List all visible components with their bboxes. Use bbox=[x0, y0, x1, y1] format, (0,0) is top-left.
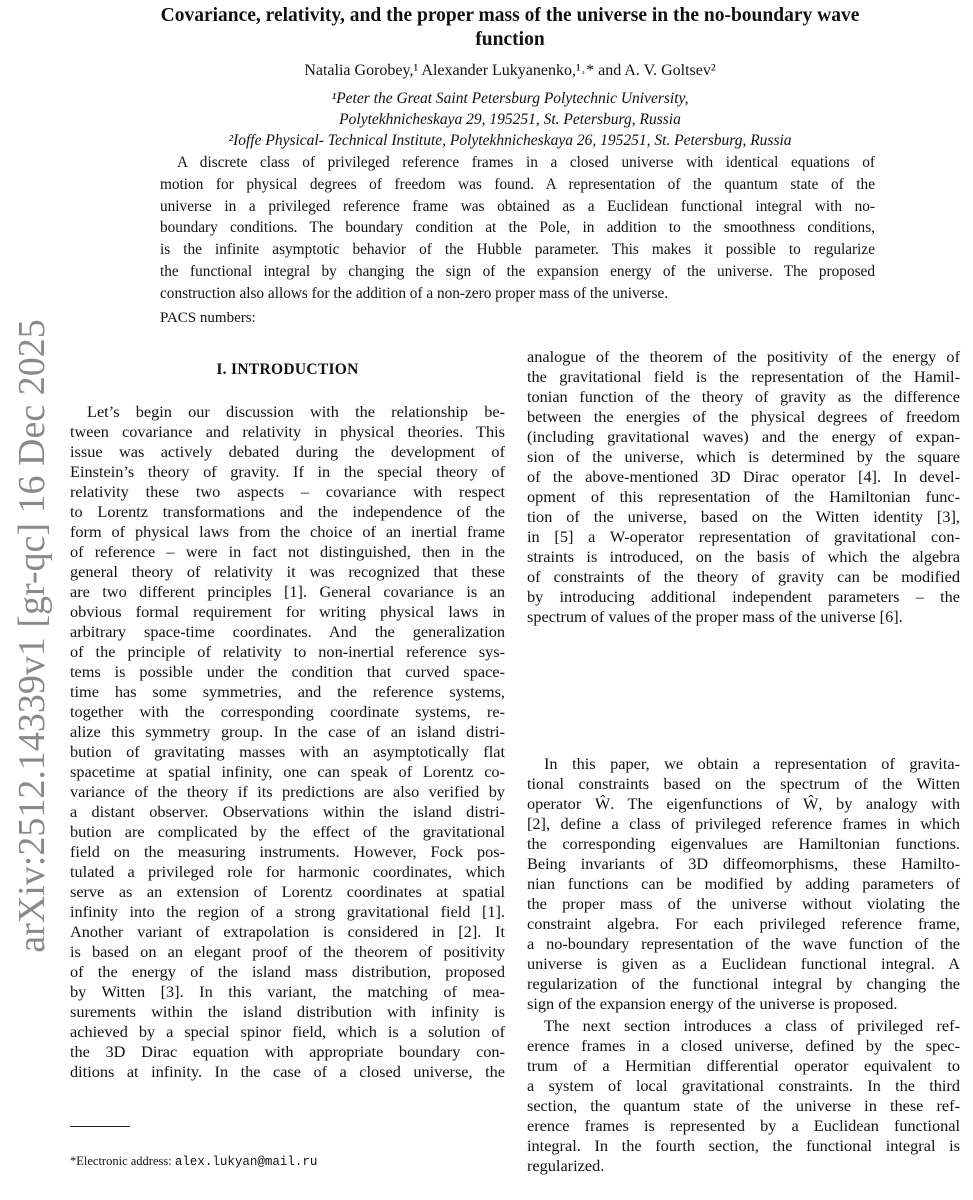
text-line: serve as an extension of Lorentz coordinates at spatial bbox=[70, 882, 505, 901]
affiliation-1-address: Polytekhnicheskaya 29, 195251, St. Petersburg, Russia bbox=[339, 111, 681, 128]
text-line: obvious formal requirement for writing physical laws in bbox=[70, 602, 505, 621]
right-column-paragraph-1 bbox=[527, 347, 960, 627]
text-line: achieved by a special spinor field, which is a solution of bbox=[70, 1022, 505, 1041]
text-line: universe in a privileged reference frame was obtained as a Euclidean functional integral with no- bbox=[160, 197, 875, 215]
arxiv-stamp: arXiv:2512.14339v1 [gr-qc] 16 Dec 2025 bbox=[11, 319, 53, 953]
pacs-numbers: PACS numbers: bbox=[160, 310, 256, 326]
text-line: constraint algebra. For each privileged reference frame, bbox=[527, 914, 960, 933]
text-line: time has some symmetries, and the reference systems, bbox=[70, 682, 505, 701]
text-line: a system of local gravitational constraints. In the third bbox=[527, 1076, 960, 1095]
text-line: section, the quantum state of the universe in these ref- bbox=[527, 1096, 960, 1115]
text-line: of reference – were in fact not distinguished, then in the bbox=[70, 542, 505, 561]
email-link[interactable]: alex.lukyan@mail.ru bbox=[174, 1155, 318, 1169]
text-line: The next section introduces a class of privileged ref- bbox=[544, 1016, 960, 1035]
text-line: operator Ŵ. The eigenfunctions of Ŵ, by analogy with bbox=[527, 794, 960, 813]
text-line: tion of the universe, based on the Witten identity [3], bbox=[527, 507, 960, 526]
affiliation-1: ¹Peter the Great Saint Petersburg Polytechnic University, bbox=[331, 90, 689, 107]
text-line: universe is given as a Euclidean functional integral. A bbox=[527, 954, 960, 973]
text-line: of the above-mentioned 3D Dirac operator [4]. In devel- bbox=[527, 467, 960, 486]
text-line: tional constraints based on the spectrum of the Witten bbox=[527, 774, 960, 793]
text-line: In this paper, we obtain a representation of gravita- bbox=[544, 754, 960, 773]
text-line: tems is possible under the condition that curved space- bbox=[70, 662, 505, 681]
text-line: Another variant of extrapolation is considered in [2]. It bbox=[70, 922, 505, 941]
section-heading-introduction: I. INTRODUCTION bbox=[216, 361, 359, 378]
text-line: motion for physical degrees of freedom was found. A representation of the quantum state of the bbox=[160, 175, 875, 193]
text-line: is the infinite asymptotic behavior of the Hubble parameter. This makes it possible to regularize bbox=[160, 241, 875, 259]
affiliation-2: ²Ioffe Physical- Technical Institute, Polytekhnicheskaya 26, 195251, St. Petersburg, Russia bbox=[228, 132, 792, 149]
text-line: relativity these two aspects – covariance with respect bbox=[70, 482, 505, 501]
footnote bbox=[70, 1154, 317, 1169]
text-line: ditions at infinity. In the case of a closed universe, the bbox=[70, 1062, 505, 1081]
text-line: of constraints of the theory of gravity can be modified bbox=[527, 567, 960, 586]
text-line: the proper mass of the universe without violating the bbox=[527, 894, 960, 913]
title-line: function bbox=[475, 29, 545, 50]
text-line: regularized. bbox=[527, 1156, 605, 1175]
text-line: (including gravitational waves) and the energy of expan- bbox=[527, 427, 960, 446]
text-line: to Lorentz transformations and the independence of the bbox=[70, 502, 505, 521]
text-line: together with the corresponding coordinate systems, re- bbox=[70, 702, 505, 721]
text-line: sion of the universe, which is determined by the square bbox=[527, 447, 960, 466]
text-line: Einstein’s theory of gravity. If in the special theory of bbox=[70, 462, 505, 481]
text-line: boundary conditions. The boundary condition at the Pole, in addition to the smoothness conditions, bbox=[160, 219, 875, 237]
text-line: between the energies of the physical degrees of freedom bbox=[527, 407, 960, 426]
text-line: erence frames is represented by a Euclidean functional bbox=[527, 1116, 960, 1135]
text-line: opment of this representation of the Hamiltonian func- bbox=[527, 487, 960, 506]
text-line: sign of the expansion energy of the universe is proposed. bbox=[527, 994, 898, 1013]
text-line: bution of gravitating masses with an asymptotically flat bbox=[70, 742, 505, 761]
text-line: construction also allows for the addition of a non-zero proper mass of the universe. bbox=[160, 284, 669, 302]
title-line: Covariance, relativity, and the proper mass of the universe in the no-boundary wave bbox=[160, 5, 860, 26]
text-line: nian functions can be modified by adding parameters of bbox=[527, 874, 960, 893]
text-line: issue was actively debated during the development of bbox=[70, 442, 505, 461]
text-line: tulated a privileged role for harmonic coordinates, which bbox=[70, 862, 505, 881]
text-line: analogue of the theorem of the positivity of the energy of bbox=[527, 347, 960, 366]
authors: Natalia Gorobey,¹ Alexander Lukyanenko,¹˒* and A. V. Goltsev² bbox=[304, 62, 716, 79]
right-column-paragraph-2 bbox=[527, 754, 960, 1014]
text-line: Being invariants of 3D diffeomorphisms, these Hamilto- bbox=[527, 854, 960, 873]
text-line: the corresponding eigenvalues are Hamiltonian functions. bbox=[527, 834, 960, 853]
text-line: by introducing additional independent parameters – the bbox=[527, 587, 960, 606]
text-line: general theory of relativity it was recognized that these bbox=[70, 562, 505, 581]
text-line: Let’s begin our discussion with the relationship be- bbox=[87, 402, 505, 421]
text-line: arbitrary space-time coordinates. And the generalization bbox=[70, 622, 505, 641]
text-line: the gravitational field is the representation of the Hamil- bbox=[527, 367, 960, 386]
text-line: integral. In the fourth section, the functional integral is bbox=[527, 1136, 960, 1155]
text-line: is based on an elegant proof of the theorem of positivity bbox=[70, 942, 505, 961]
text-line: surements within the island distribution with infinity is bbox=[70, 1002, 505, 1021]
text-line: the functional integral by changing the sign of the expansion energy of the universe. The proposed bbox=[160, 262, 875, 280]
paper-title bbox=[60, 4, 960, 52]
text-line: trum of a Hermitian differential operator equivalent to bbox=[527, 1056, 960, 1075]
text-line: in [5] a W-operator representation of gravitational con- bbox=[527, 527, 960, 546]
text-line: A discrete class of privileged reference frames in a closed universe with identical equations of bbox=[177, 154, 875, 171]
text-line: a no-boundary representation of the wave function of the bbox=[527, 934, 960, 953]
text-line: bution are complicated by the effect of the gravitational bbox=[70, 822, 505, 841]
text-line: tonian function of the theory of gravity as the difference bbox=[527, 387, 960, 406]
text-line: straints is introduced, on the basis of which the algebra bbox=[527, 547, 960, 566]
text-line: tween covariance and relativity in physical theories. This bbox=[70, 422, 505, 441]
text-line: by Witten [3]. In this variant, the matching of mea- bbox=[70, 982, 505, 1001]
abstract bbox=[160, 152, 875, 305]
left-column-paragraph bbox=[70, 402, 505, 1082]
text-line: regularization of the functional integral by changing the bbox=[527, 974, 960, 993]
text-line: field on the measuring instruments. However, Fock pos- bbox=[70, 842, 505, 861]
text-line: infinity into the region of a strong gravitational field [1]. bbox=[70, 902, 505, 921]
text-line: variance of the theory if its predictions are also verified by bbox=[70, 782, 505, 801]
text-line: of the energy of the island mass distribution, proposed bbox=[70, 962, 505, 981]
text-line: spectrum of values of the proper mass of the universe [6]. bbox=[527, 607, 903, 626]
text-line: the 3D Dirac equation with appropriate boundary con- bbox=[70, 1042, 505, 1061]
footnote-rule bbox=[70, 1126, 130, 1127]
text-line: erence frames in a closed universe, defined by the spec- bbox=[527, 1036, 960, 1055]
right-column-paragraph-3 bbox=[527, 1016, 960, 1176]
text-line: a distant observer. Observations within the island distri- bbox=[70, 802, 505, 821]
text-line: spacetime at spatial infinity, one can speak of Lorentz co- bbox=[70, 762, 505, 781]
footnote-label: *Electronic address: bbox=[70, 1154, 175, 1168]
text-line: form of physical laws from the choice of an inertial frame bbox=[70, 522, 505, 541]
text-line: alize this symmetry group. In the case of an island distri- bbox=[70, 722, 505, 741]
text-line: of the principle of relativity to non-inertial reference sys- bbox=[70, 642, 505, 661]
text-line: are two different principles [1]. General covariance is an bbox=[70, 582, 505, 601]
text-line: [2], define a class of privileged reference frames in which bbox=[527, 814, 960, 833]
